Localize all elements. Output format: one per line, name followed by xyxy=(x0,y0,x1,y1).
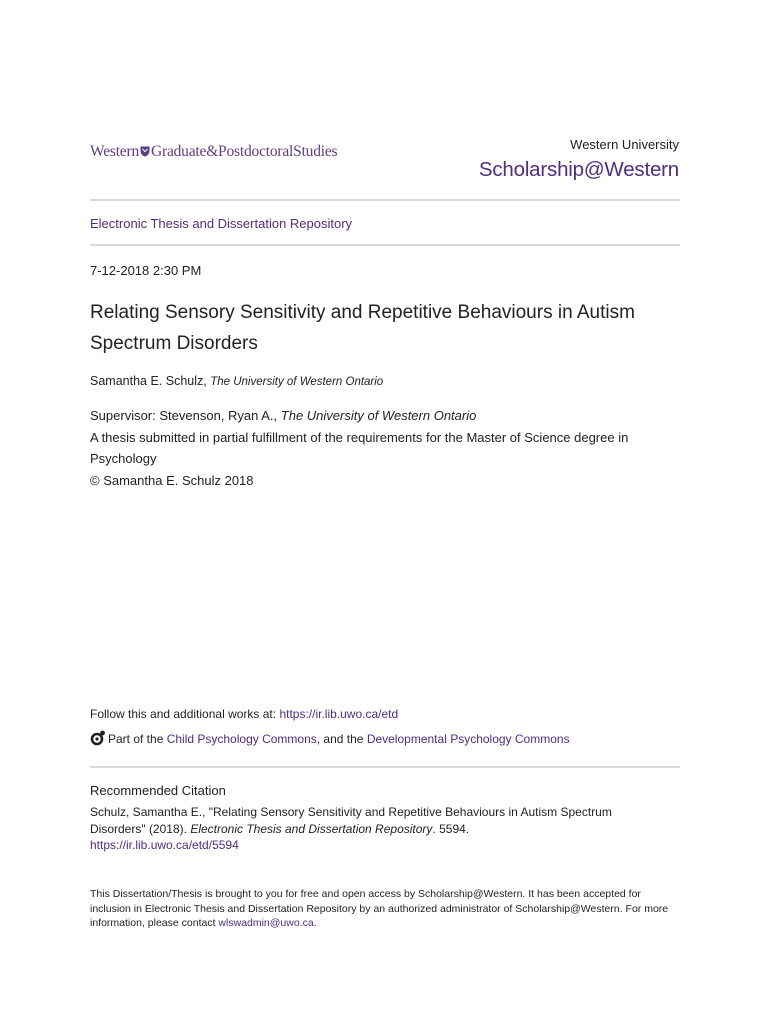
footer-end: . xyxy=(313,917,317,929)
author-affiliation: The University of Western Ontario xyxy=(210,376,384,388)
network-commons-icon xyxy=(90,730,106,746)
author-line xyxy=(90,374,383,388)
logo-text-western: Western xyxy=(90,143,139,160)
western-graduate-studies-logo xyxy=(90,143,337,161)
footer-notice xyxy=(90,887,680,931)
repository-link[interactable]: Electronic Thesis and Dissertation Repository xyxy=(90,216,353,231)
supervisor-block xyxy=(90,405,685,491)
part-of-prefix: Part of the xyxy=(108,732,167,746)
supervisor-name: Supervisor: Stevenson, Ryan A., xyxy=(90,408,278,423)
divider xyxy=(90,244,680,246)
thesis-note: A thesis submitted in partial fulfillment of the requirements for the Master of Science degree in Psychology xyxy=(90,429,629,466)
supervisor-line xyxy=(90,405,685,427)
citation-body: Schulz, Samantha E., "Relating Sensory Sensitivity and Repetitive Behaviours in Autism Spectrum Disorders" (2018). xyxy=(90,805,612,836)
scholarship-western-link[interactable]: Scholarship@Western xyxy=(478,158,679,181)
part-of-middle: , and the xyxy=(316,732,367,746)
follow-text: Follow this and additional works at: xyxy=(90,707,280,721)
citation-text xyxy=(90,804,670,854)
child-psychology-commons-link[interactable]: Child Psychology Commons xyxy=(166,732,317,746)
publication-date: 7-12-2018 2:30 PM xyxy=(90,263,202,278)
contact-email-link[interactable]: wlswadmin@uwo.ca xyxy=(218,917,314,929)
developmental-psychology-commons-link[interactable]: Developmental Psychology Commons xyxy=(366,732,570,746)
part-of-line xyxy=(90,730,570,746)
citation-link[interactable]: https://ir.lib.uwo.ca/etd/5594 xyxy=(90,838,239,852)
divider xyxy=(90,199,680,201)
divider xyxy=(90,766,680,768)
supervisor-affiliation: The University of Western Ontario xyxy=(280,408,477,423)
follow-line xyxy=(90,707,398,721)
footer-text: This Dissertation/Thesis is brought to you for free and open access by Scholarship@Western. It has been accepted for inclusion in Electronic Thesis and Dissertation Repository by an authorized administrator of Scholarship@Western. For more information, please contact xyxy=(90,888,669,929)
author-name: Samantha E. Schulz, xyxy=(90,374,207,388)
citation-journal: Electronic Thesis and Dissertation Repository xyxy=(190,821,433,836)
logo-text-graduate: Graduate&PostdoctoralStudies xyxy=(151,143,338,160)
copyright: © Samantha E. Schulz 2018 xyxy=(90,472,254,488)
university-name: Western University xyxy=(570,137,679,152)
thesis-title: Relating Sensory Sensitivity and Repetitive Behaviours in Autism Spectrum Disorders xyxy=(90,302,635,354)
citation-number: . 5594. xyxy=(432,821,470,836)
western-crest-icon xyxy=(140,146,150,157)
citation-heading: Recommended Citation xyxy=(90,783,226,798)
etd-link[interactable]: https://ir.lib.uwo.ca/etd xyxy=(279,707,399,721)
